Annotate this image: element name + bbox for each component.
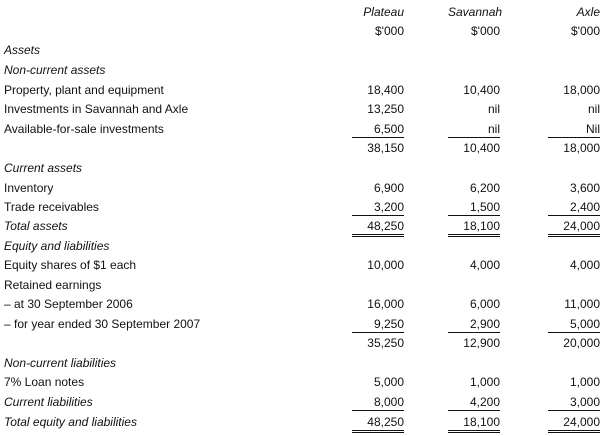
cell-plateau: 10,000 (367, 258, 404, 272)
cell-plateau: 48,250 (352, 219, 404, 237)
cell-savannah: 10,400 (463, 83, 500, 97)
cell-savannah: nil (448, 122, 500, 138)
cell-savannah: nil (487, 102, 500, 116)
cell-savannah: 12,900 (463, 336, 500, 350)
row-label: Investments in Savannah and Axle (4, 102, 189, 116)
row-label: Retained earnings (4, 278, 102, 292)
row-label: Total equity and liabilities (4, 415, 137, 429)
cell-axle: 24,000 (548, 415, 600, 433)
cell-plateau: 5,000 (373, 375, 404, 389)
cell-plateau: 8,000 (352, 395, 404, 411)
cell-plateau: 16,000 (367, 297, 404, 311)
column-header-axle: Axle (576, 5, 600, 19)
cell-axle: 18,000 (563, 83, 600, 97)
cell-savannah: 2,900 (448, 317, 500, 333)
cell-plateau: 6,900 (373, 181, 404, 195)
cell-axle: 1,000 (569, 375, 600, 389)
row-label: Property, plant and equipment (4, 83, 164, 97)
row-label: Inventory (4, 181, 54, 195)
row-label: Equity and liabilities (4, 239, 110, 253)
cell-plateau: 13,250 (367, 102, 404, 116)
row-label: Available-for-sale investments (4, 122, 164, 136)
cell-plateau: 6,500 (352, 122, 404, 138)
cell-savannah: 6,000 (469, 297, 500, 311)
cell-savannah: 6,200 (469, 181, 500, 195)
cell-axle: 24,000 (548, 219, 600, 237)
column-unit-plateau: $'000 (375, 24, 404, 38)
row-label: Assets (4, 43, 41, 57)
cell-plateau: 18,400 (367, 83, 404, 97)
row-label: – for year ended 30 September 2007 (4, 317, 201, 331)
row-label: Current assets (4, 161, 83, 175)
column-unit-savannah: $'000 (471, 24, 500, 38)
cell-savannah: 10,400 (463, 141, 500, 155)
cell-plateau: 9,250 (352, 317, 404, 333)
cell-savannah: 1,000 (469, 375, 500, 389)
cell-axle: 5,000 (548, 317, 600, 333)
row-label: Total assets (4, 219, 68, 233)
cell-plateau: 48,250 (352, 415, 404, 433)
row-label: Trade receivables (4, 200, 99, 214)
cell-savannah: 18,100 (448, 415, 500, 433)
cell-plateau: 38,150 (367, 141, 404, 155)
cell-savannah: 1,500 (448, 200, 500, 216)
cell-axle: 2,400 (548, 200, 600, 216)
cell-savannah: 18,100 (448, 219, 500, 237)
row-label: Current liabilities (4, 395, 93, 409)
cell-plateau: 3,200 (352, 200, 404, 216)
row-label: Non-current liabilities (4, 356, 117, 370)
cell-savannah: 4,200 (448, 395, 500, 411)
row-label: – at 30 September 2006 (4, 297, 133, 311)
cell-axle: 11,000 (564, 297, 600, 311)
cell-axle: 20,000 (563, 336, 600, 350)
column-unit-axle: $'000 (571, 24, 600, 38)
row-label: 7% Loan notes (4, 375, 85, 389)
column-header-plateau: Plateau (363, 5, 404, 19)
cell-axle: nil (587, 102, 600, 116)
cell-savannah: 4,000 (469, 258, 500, 272)
cell-axle: 3,600 (569, 181, 600, 195)
cell-plateau: 35,250 (367, 336, 404, 350)
cell-axle: 4,000 (569, 258, 600, 272)
cell-axle: 3,000 (548, 395, 600, 411)
cell-axle: Nil (548, 122, 600, 138)
column-header-savannah: Savannah (448, 5, 503, 19)
cell-axle: 18,000 (563, 141, 600, 155)
row-label: Non-current assets (4, 63, 106, 77)
row-label: Equity shares of $1 each (4, 258, 137, 272)
